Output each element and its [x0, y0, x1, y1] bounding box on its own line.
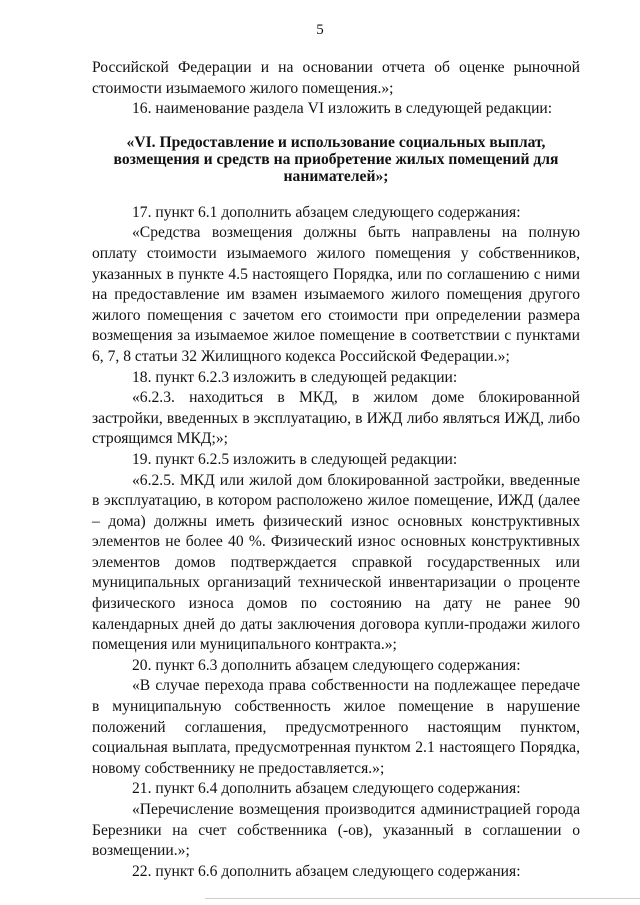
paragraph-item-18: 18. пункт 6.2.3 изложить в следующей редакции:	[132, 368, 458, 386]
paragraph-quote-6-1: «Средства возмещения должны быть направлены на полную оплату стоимости изымаемого жилого помещения у собственников, указанных в пункте 4.5 настоящего Порядка, или по соглашению с ними на предоставление им взамен изымаемого жилого помещения другого жилого помещения с зачетом его стоимости при определении размера возмещения за изымаемое жилое помещение в соответствии с пунктами 6, 7, 8 статьи 32 Жилищного кодекса Российской Федерации.»;	[92, 224, 580, 365]
paragraph-item-22: 22. пункт 6.6 дополнить абзацем следующего содержания:	[132, 862, 521, 880]
page-number: 5	[316, 22, 324, 38]
paragraph-item-16: 16. наименование раздела VI изложить в следующей редакции:	[132, 100, 553, 118]
scan-edge-line	[205, 898, 640, 899]
section-heading: «VI. Предоставление и использование социальных выплат, возмещения и средств на приобретение жилых помещений для нанимателей»;	[113, 133, 559, 185]
paragraph-item-21: 21. пункт 6.4 дополнить абзацем следующего содержания:	[132, 780, 521, 798]
paragraph-quote-6-4: «Перечисление возмещения производится администрацией города Березники на счет собственника (-ов), указанный в соглашении о возмещении.»;	[92, 801, 580, 860]
paragraph-quote-6-2-5: «6.2.5. МКД или жилой дом блокированной застройки, введенные в эксплуатацию, в котором расположено жилое помещение, ИЖД (далее – дома) должны иметь физический износ основных конструктивных элементов не более 40 %. Физический износ основных конструктивных элементов домов подтверждается справкой государственных или муниципальных организаций технической инвентаризации о проценте физического износа домов по состоянию на дату не ранее 90 календарных дней до даты заключения договора купли-продажи жилого помещения или муниципального контракта.»;	[92, 471, 580, 654]
paragraph-quote-6-3: «В случае перехода права собственности на подлежащее передаче в муниципальную собственность жилое помещение в нарушение положений соглашения, предусмотренного настоящим пунктом, социальная выплата, предусмотренная пунктом 2.1 настоящего Порядка, новому собственнику не предоставляется.»;	[92, 677, 580, 777]
paragraph-continuation: Российской Федерации и на основании отчета об оценке рыночной стоимости изымаемого жилого помещения.»;	[92, 59, 580, 97]
paragraph-item-20: 20. пункт 6.3 дополнить абзацем следующего содержания:	[132, 656, 521, 674]
paragraph-item-19: 19. пункт 6.2.5 изложить в следующей редакции:	[132, 450, 458, 468]
document-body	[92, 58, 580, 882]
paragraph-quote-6-2-3: «6.2.3. находиться в МКД, в жилом доме блокированной застройки, введенных в эксплуатацию, в ИЖД либо являться ИЖД, либо строящимся МКД;»;	[92, 389, 580, 448]
paragraph-item-17: 17. пункт 6.1 дополнить абзацем следующего содержания:	[132, 203, 521, 221]
